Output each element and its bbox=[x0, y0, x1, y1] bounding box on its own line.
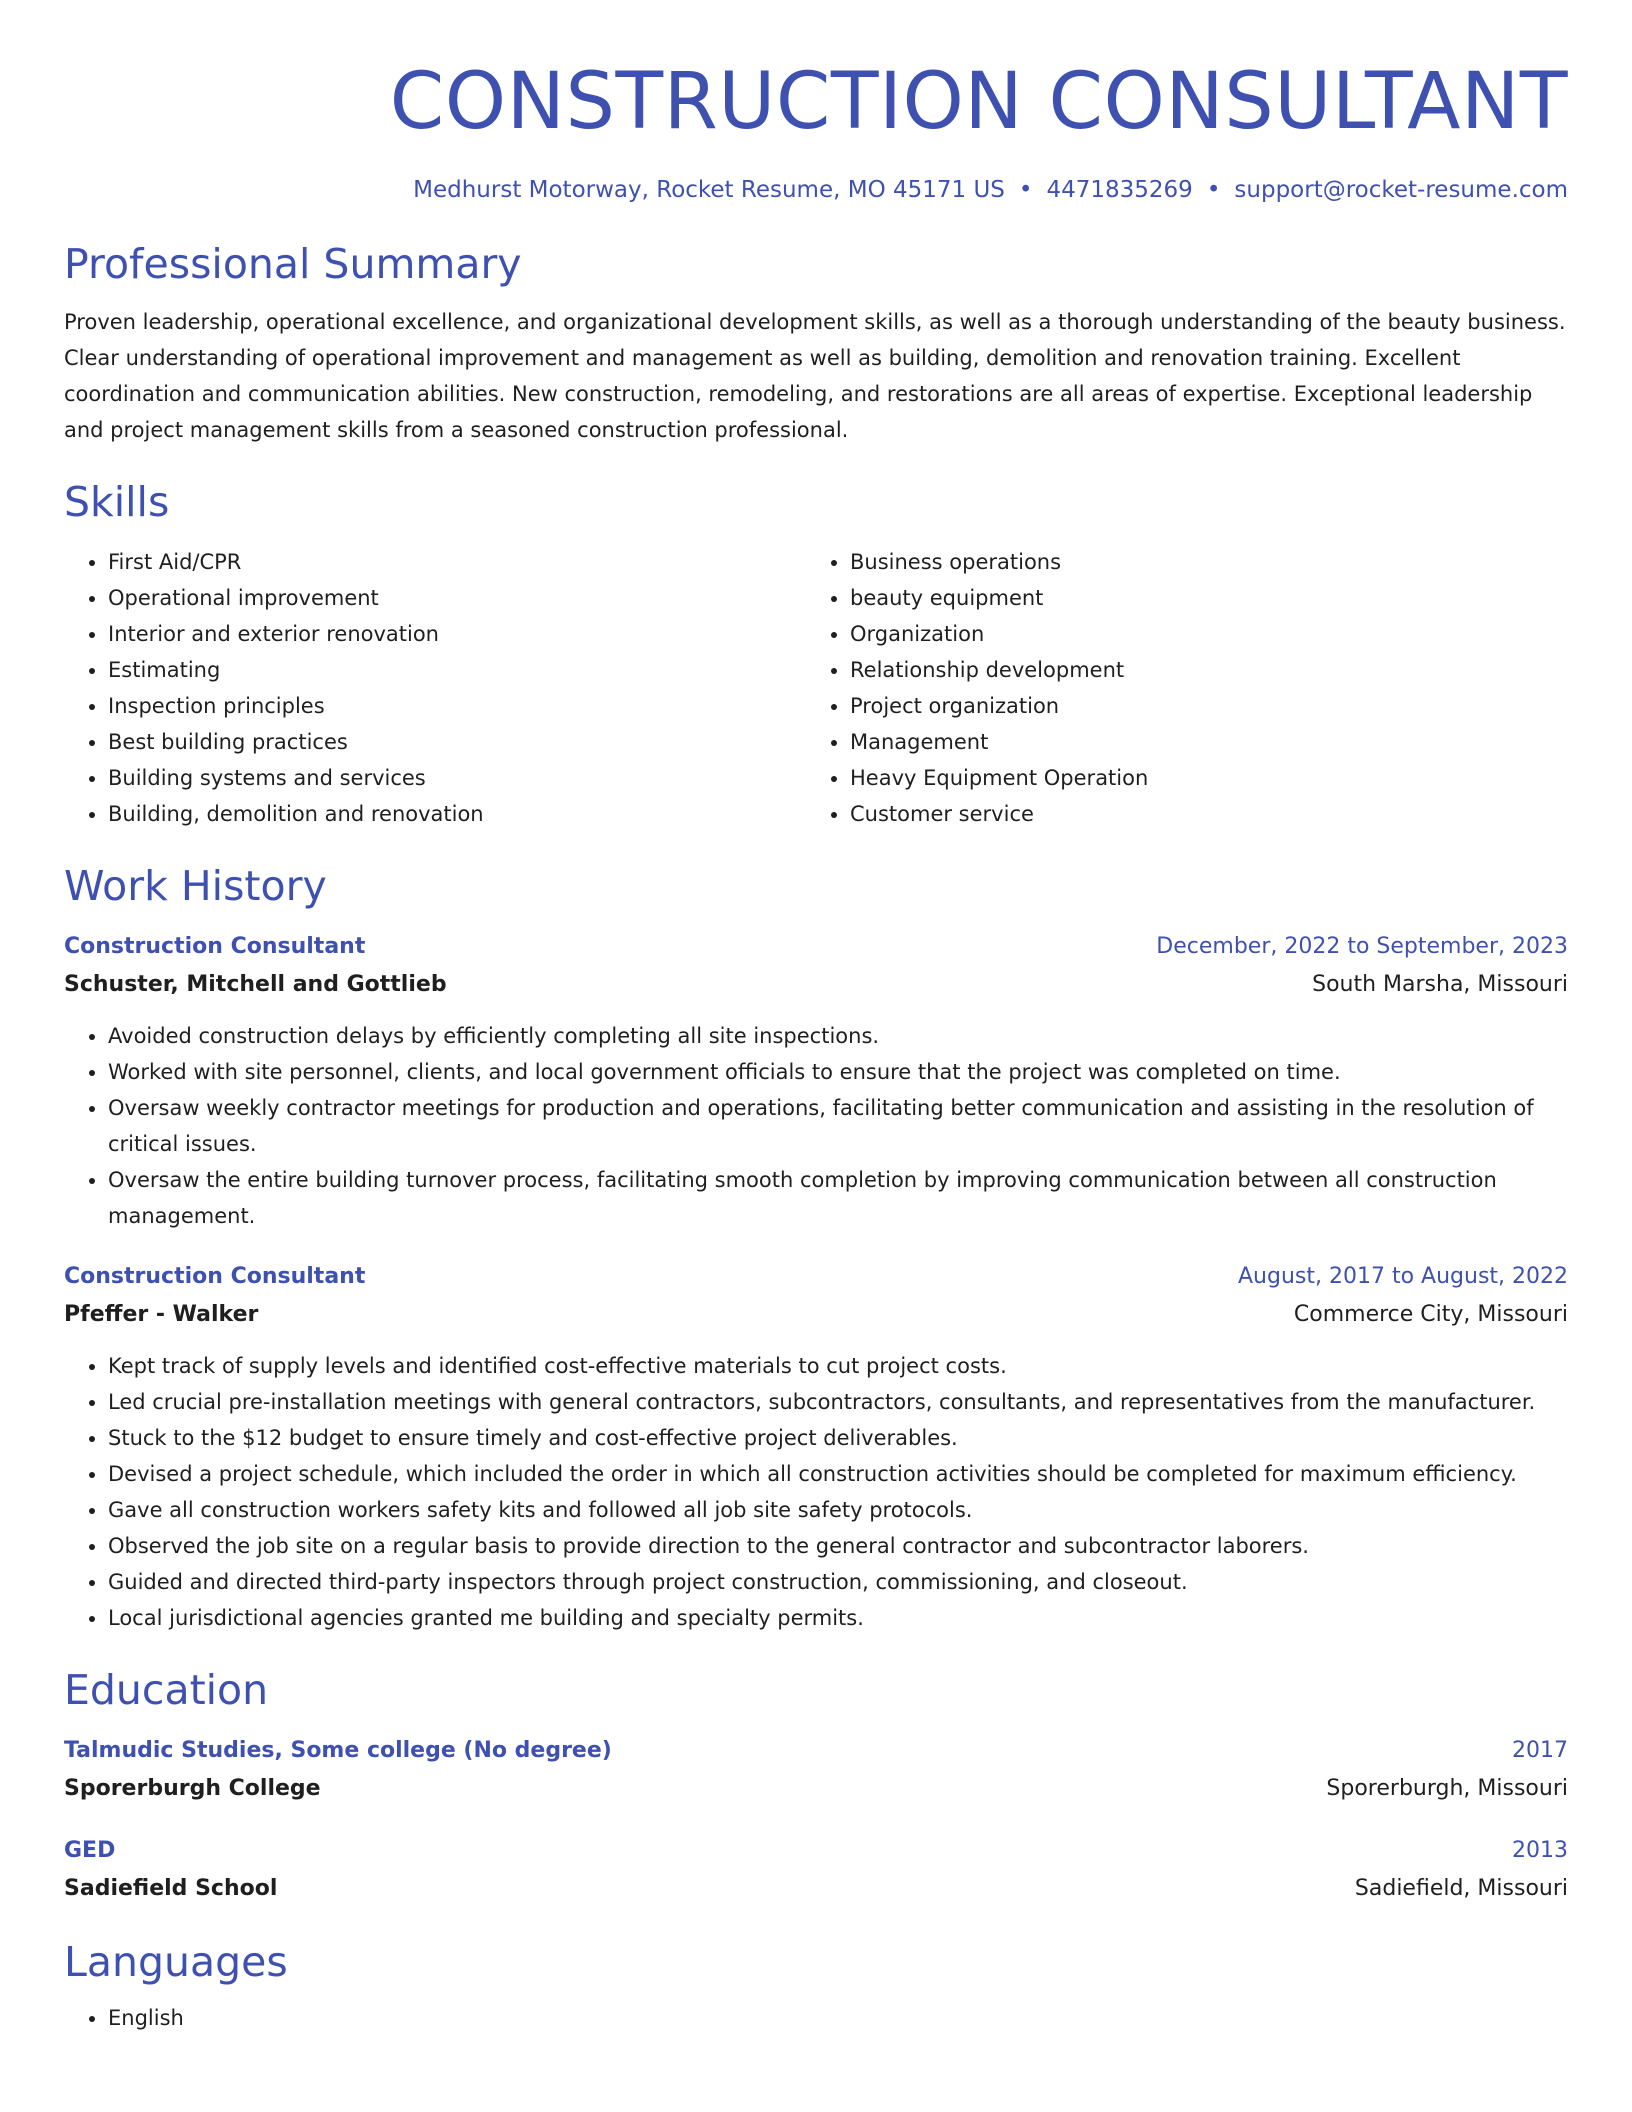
skills-column-left bbox=[64, 544, 806, 832]
skill-item: • Management bbox=[850, 724, 1548, 760]
job-title: Construction Consultant bbox=[64, 934, 366, 959]
skill-item: • Building, demolition and renovation bbox=[108, 796, 806, 832]
resume-page bbox=[64, 0, 1568, 2036]
languages-heading: Languages bbox=[64, 1938, 288, 1986]
contact-phone: 4471835269 bbox=[1046, 177, 1193, 203]
job-location: Commerce City, Missouri bbox=[1293, 1302, 1568, 1327]
education-entry bbox=[64, 1732, 1568, 1808]
job-bullets bbox=[64, 1348, 1568, 1636]
skill-item: • Building systems and services bbox=[108, 760, 806, 796]
job-bullet: • Observed the job site on a regular basis to provide direction to the general contractor and subcontractor laborers. bbox=[108, 1528, 1568, 1564]
work-history-heading: Work History bbox=[64, 862, 327, 910]
summary-text: Proven leadership, operational excellence, and organizational development skills, as well as a thorough understanding of the beauty business. Clear understanding of operational improvement and management as well as building, demolition and renovation training. Excellent coordination and communication abilities. New construction, remodeling, and restorations are all areas of expertise. Exceptional leadership and project management skills from a seasoned construction professional. bbox=[64, 310, 1566, 442]
skills-column-right bbox=[806, 544, 1548, 832]
job-bullet: • Guided and directed third-party inspectors through project construction, commissioning, and closeout. bbox=[108, 1564, 1568, 1600]
education-location: Sadiefield, Missouri bbox=[1354, 1876, 1568, 1901]
summary-heading: Professional Summary bbox=[64, 240, 522, 288]
skills-heading: Skills bbox=[64, 478, 170, 526]
job-bullet: • Local jurisdictional agencies granted me building and specialty permits. bbox=[108, 1600, 1568, 1636]
skill-item: • Business operations bbox=[850, 544, 1548, 580]
skill-item: • Inspection principles bbox=[108, 688, 806, 724]
education-degree: GED bbox=[64, 1838, 116, 1863]
contact-separator: • bbox=[1206, 177, 1221, 203]
skill-item: • Estimating bbox=[108, 652, 806, 688]
skill-item: • Best building practices bbox=[108, 724, 806, 760]
job-bullet: • Worked with site personnel, clients, and local government officials to ensure that the project was completed on time. bbox=[108, 1054, 1568, 1090]
job-bullet: • Avoided construction delays by efficiently completing all site inspections. bbox=[108, 1018, 1568, 1054]
skill-item: • Customer service bbox=[850, 796, 1548, 832]
education-location: Sporerburgh, Missouri bbox=[1326, 1776, 1568, 1801]
skill-item: • Relationship development bbox=[850, 652, 1548, 688]
job-bullet: • Oversaw the entire building turnover process, facilitating smooth completion by improving communication between all construction management. bbox=[108, 1162, 1568, 1234]
skill-item: • Project organization bbox=[850, 688, 1548, 724]
job-bullet: • Devised a project schedule, which included the order in which all construction activities should be completed for maximum efficiency. bbox=[108, 1456, 1568, 1492]
job-bullets bbox=[64, 1018, 1568, 1234]
contact-line bbox=[64, 174, 1568, 206]
job-location: South Marsha, Missouri bbox=[1312, 972, 1568, 997]
skills-list bbox=[64, 544, 1568, 832]
job-bullet: • Led crucial pre-installation meetings with general contractors, subcontractors, consultants, and representatives from the manufacturer. bbox=[108, 1384, 1568, 1420]
job-company: Pfeffer - Walker bbox=[64, 1302, 259, 1327]
education-degree: Talmudic Studies, Some college (No degree) bbox=[64, 1738, 612, 1763]
skill-item: • Operational improvement bbox=[108, 580, 806, 616]
languages-list bbox=[64, 2000, 1568, 2036]
job-bullet: • Stuck to the $12 budget to ensure timely and cost-effective project deliverables. bbox=[108, 1420, 1568, 1456]
education-year: 2013 bbox=[1512, 1838, 1568, 1863]
education-heading: Education bbox=[64, 1666, 269, 1714]
language-item: • English bbox=[108, 2000, 1568, 2036]
job-bullet: • Oversaw weekly contractor meetings for production and operations, facilitating better communication and assisting in the resolution of critical issues. bbox=[108, 1090, 1568, 1162]
job-bullet: • Kept track of supply levels and identified cost-effective materials to cut project costs. bbox=[108, 1348, 1568, 1384]
job-entry bbox=[64, 1258, 1568, 1636]
education-entry bbox=[64, 1832, 1568, 1908]
job-bullet: • Gave all construction workers safety kits and followed all job site safety protocols. bbox=[108, 1492, 1568, 1528]
contact-address: Medhurst Motorway, Rocket Resume, MO 45171 US bbox=[413, 177, 1005, 203]
contact-email: support@rocket-resume.com bbox=[1234, 177, 1568, 203]
job-dates: December, 2022 to September, 2023 bbox=[1156, 934, 1568, 959]
skill-item: • Organization bbox=[850, 616, 1548, 652]
skill-item: • First Aid/CPR bbox=[108, 544, 806, 580]
education-school: Sadiefield School bbox=[64, 1876, 278, 1901]
education-year: 2017 bbox=[1512, 1738, 1568, 1763]
contact-separator: • bbox=[1018, 177, 1033, 203]
job-company: Schuster, Mitchell and Gottlieb bbox=[64, 972, 447, 997]
skill-item: • Heavy Equipment Operation bbox=[850, 760, 1548, 796]
job-dates: August, 2017 to August, 2022 bbox=[1238, 1264, 1568, 1289]
education-school: Sporerburgh College bbox=[64, 1776, 321, 1801]
job-title: Construction Consultant bbox=[64, 1264, 366, 1289]
resume-name: CONSTRUCTION CONSULTANT bbox=[389, 57, 1568, 147]
skill-item: • Interior and exterior renovation bbox=[108, 616, 806, 652]
skill-item: • beauty equipment bbox=[850, 580, 1548, 616]
job-entry bbox=[64, 928, 1568, 1234]
